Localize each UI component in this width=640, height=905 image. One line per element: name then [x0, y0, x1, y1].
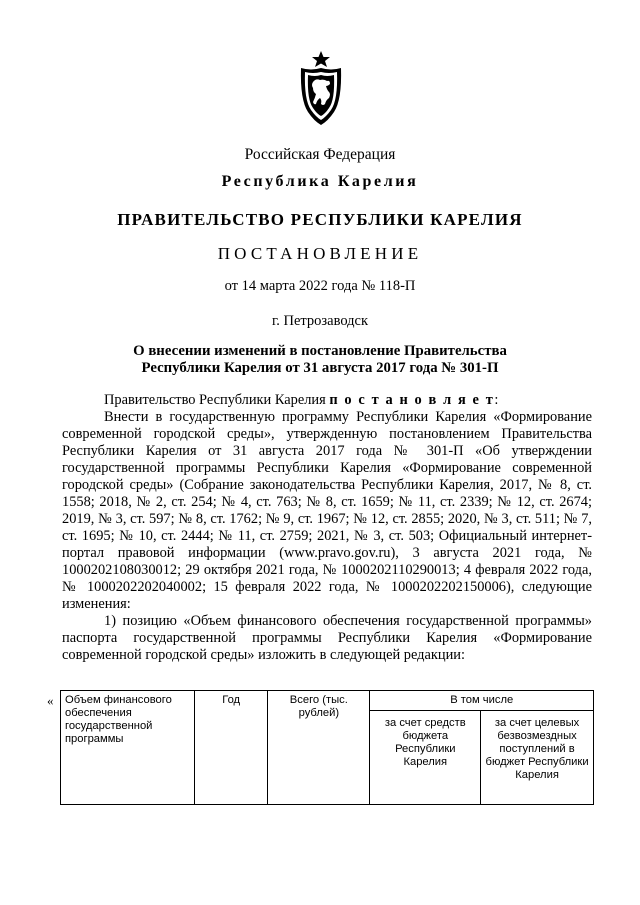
- republic-name: Республика Карелия: [221, 173, 419, 190]
- header-total: Всего (тыс. рублей): [268, 691, 370, 805]
- resolution-intro: [62, 392, 592, 409]
- karelia-coat-of-arms-icon: [296, 50, 346, 126]
- financing-table: [60, 690, 594, 805]
- document-date-number: от 14 марта 2022 года № 118-П: [224, 278, 416, 294]
- header-including: В том числе: [370, 691, 594, 711]
- opening-quote: «: [47, 693, 54, 708]
- intro-resolves: п о с т а н о в л я е т: [329, 392, 495, 408]
- country-name: Российская Федерация: [244, 146, 396, 163]
- document-city: г. Петрозаводск: [271, 313, 369, 329]
- header-targeted-receipts: за счет целевых безвозмездных поступлений в бюджет Республики Карелия: [481, 711, 594, 805]
- intro-prefix: Правительство Республики Карелия: [104, 392, 330, 408]
- title-line-1: О внесении изменений в постановление Правительства: [133, 343, 507, 359]
- header-regional-budget: за счет средств бюджета Республики Карелия: [370, 711, 481, 805]
- government-name: ПРАВИТЕЛЬСТВО РЕСПУБЛИКИ КАРЕЛИЯ: [117, 210, 523, 229]
- document-body: [62, 392, 592, 664]
- header-year: Год: [195, 691, 268, 805]
- table-header-row: [61, 691, 594, 711]
- header-financing-volume: Объем финансового обеспечения государственной программы: [61, 691, 195, 805]
- document-type: ПОСТАНОВЛЕНИЕ: [217, 244, 423, 263]
- document-title: [0, 343, 640, 377]
- intro-suffix: :: [494, 392, 499, 408]
- paragraph-amendments: Внести в государственную программу Республики Карелия «Формирование современной городской среды», утвержденную постановлением Правительства Республики Карелия от 31 августа 2017 года № 301-П «Об утверждении государственной программы Республики Карелия «Формирование современной городской среды» (Собрание законодательства Республики Карелия, 2017, № 8, ст. 1558; 2018, № 2, ст. 254; № 4, ст. 763; № 8, ст. 1659; № 11, ст. 2339; № 12, ст. 2674; 2019, № 3, ст. 597; № 8, ст. 1762; № 9, ст. 1967; № 12, ст. 2855; 2020, № 3, ст. 511; № 7, ст. 1695; № 10, ст. 2444; № 11, ст. 2759; 2021, № 3, ст. 503; Официальный интернет-портал правовой информации (www.pravo.gov.ru), 3 августа 2021 года, № 1000202108030012; 29 октября 2021 года, № 1000202110290013; 4 февраля 2022 года, № 1000202202040002; 15 февраля 2022 года, № 1000202202150006), следующие изменения:: [62, 409, 592, 612]
- paragraph-item-1: 1) позицию «Объем финансового обеспечения государственной программы» паспорта государственной программы Республики Карелия «Формирование современной городской среды» изложить в следующей редакции:: [62, 613, 592, 663]
- title-line-2: Республики Карелия от 31 августа 2017 года № 301-П: [141, 360, 499, 376]
